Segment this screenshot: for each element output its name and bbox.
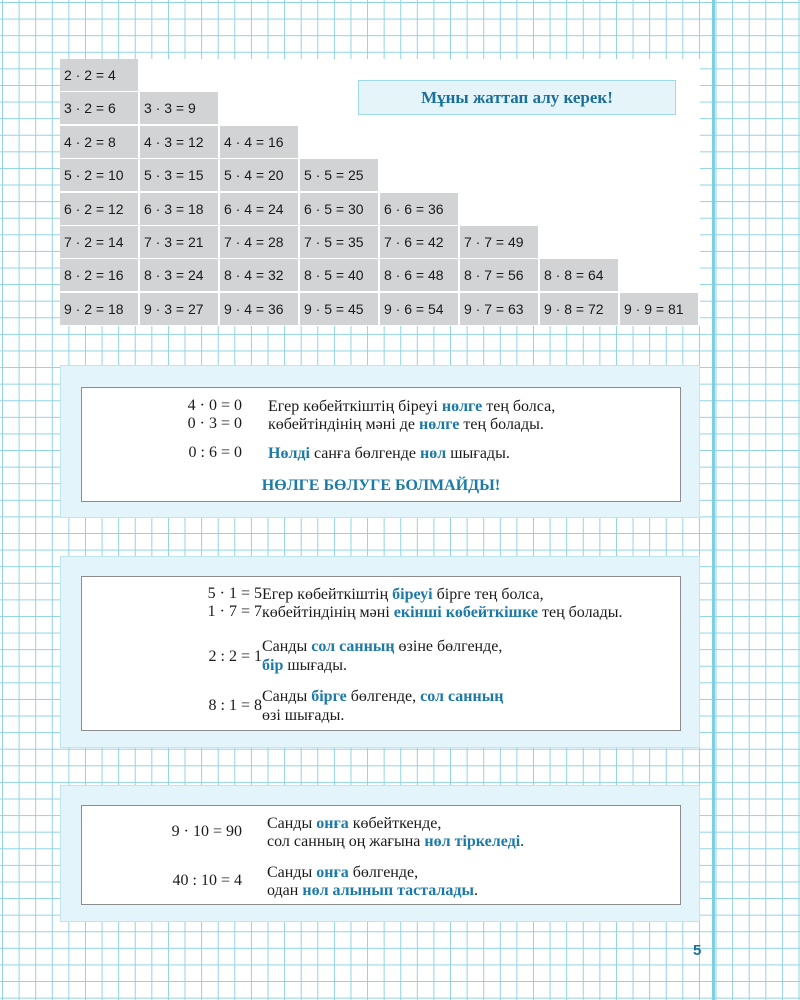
- multiplication-fact: 8 · 3 = 24: [140, 259, 218, 291]
- multiplication-fact: 7 · 6 = 42: [380, 226, 458, 258]
- multiplication-fact: 6 · 6 = 36: [380, 193, 458, 225]
- equation: 40 : 10 = 4: [172, 872, 242, 889]
- equation: 2 : 2 = 1: [208, 648, 262, 665]
- multiplication-fact: 8 · 2 = 16: [60, 259, 138, 291]
- multiplication-fact: 8 · 5 = 40: [300, 259, 378, 291]
- multiplication-fact: 8 · 4 = 32: [220, 259, 298, 291]
- multiplication-fact: 5 · 2 = 10: [60, 159, 138, 191]
- equation: 1 · 7 = 7: [207, 603, 262, 620]
- equation: 5 · 1 = 5: [207, 585, 262, 602]
- rule-text: көбейтіндінің мәні де нөлге тең болады.: [268, 416, 544, 433]
- multiplication-fact: 7 · 5 = 35: [300, 226, 378, 258]
- zero-rules-panel: [60, 365, 700, 518]
- multiplication-fact: 2 · 2 = 4: [60, 59, 138, 91]
- equation: 0 : 6 = 0: [188, 444, 242, 461]
- multiplication-fact: 5 · 3 = 15: [140, 159, 218, 191]
- rule-text: бір шығады.: [262, 657, 347, 674]
- multiplication-fact: 7 · 2 = 14: [60, 226, 138, 258]
- multiplication-fact: 6 · 4 = 24: [220, 193, 298, 225]
- multiplication-fact: 9 · 5 = 45: [300, 293, 378, 325]
- rule-text: көбейтіндінің мәні екінші көбейткішке тең болады.: [262, 604, 623, 621]
- multiplication-fact: 9 · 9 = 81: [620, 293, 698, 325]
- rule-text: Санды бірге бөлгенде, сол санның: [262, 688, 504, 705]
- multiplication-fact: 8 · 7 = 56: [460, 259, 538, 291]
- multiplication-fact: 9 · 2 = 18: [60, 293, 138, 325]
- rule-text: сол санның оң жағына нөл тіркеледі.: [267, 833, 525, 850]
- multiplication-fact: 9 · 4 = 36: [220, 293, 298, 325]
- multiplication-fact: 5 · 5 = 25: [300, 159, 378, 191]
- multiplication-fact: 4 · 2 = 8: [60, 126, 138, 158]
- rule-text: одан нөл алынып тасталады.: [267, 882, 478, 899]
- one-rules-box: [81, 576, 681, 731]
- division-by-zero-warning: НӨЛГЕ БӨЛУГЕ БОЛМАЙДЫ!: [261, 477, 501, 494]
- memorize-note: Мұны жаттап алу керек!: [358, 80, 676, 115]
- equation: 0 · 3 = 0: [187, 415, 242, 432]
- multiplication-fact: 9 · 7 = 63: [460, 293, 538, 325]
- multiplication-fact: 9 · 3 = 27: [140, 293, 218, 325]
- multiplication-fact: 7 · 4 = 28: [220, 226, 298, 258]
- rule-text: Санды сол санның өзіне бөлгенде,: [262, 638, 503, 655]
- rule-text: Санды онға көбейткенде,: [267, 815, 442, 832]
- multiplication-fact: 7 · 7 = 49: [460, 226, 538, 258]
- one-rules-panel: [60, 556, 700, 748]
- equation: 4 · 0 = 0: [187, 397, 242, 414]
- rule-text: Нөлді санға бөлгенде нөл шығады.: [268, 445, 510, 462]
- multiplication-fact: 9 · 6 = 54: [380, 293, 458, 325]
- multiplication-fact: 3 · 3 = 9: [140, 92, 218, 124]
- rule-text: Егер көбейткіштің біреуі бірге тең болса,: [262, 586, 544, 603]
- multiplication-fact: 6 · 3 = 18: [140, 193, 218, 225]
- equation: 9 · 10 = 90: [171, 823, 242, 840]
- multiplication-fact: 9 · 8 = 72: [540, 293, 618, 325]
- multiplication-fact: 8 · 6 = 48: [380, 259, 458, 291]
- multiplication-fact: 5 · 4 = 20: [220, 159, 298, 191]
- ten-rules-box: [81, 805, 681, 905]
- rule-text: Санды онға бөлгенде,: [267, 864, 419, 881]
- ten-rules-panel: [60, 785, 700, 922]
- multiplication-fact: 6 · 5 = 30: [300, 193, 378, 225]
- rule-text: Егер көбейткіштің біреуі нөлге тең болса,: [268, 398, 556, 415]
- multiplication-fact: 4 · 3 = 12: [140, 126, 218, 158]
- multiplication-fact: 4 · 4 = 16: [220, 126, 298, 158]
- page-margin-line: [712, 0, 715, 1000]
- zero-rules-box: [81, 387, 681, 502]
- multiplication-fact: 3 · 2 = 6: [60, 92, 138, 124]
- multiplication-fact: 7 · 3 = 21: [140, 226, 218, 258]
- equation: 8 : 1 = 8: [208, 697, 262, 714]
- multiplication-fact: 8 · 8 = 64: [540, 259, 618, 291]
- page-number: 5: [693, 942, 702, 959]
- rule-text: өзі шығады.: [262, 707, 345, 724]
- multiplication-fact: 6 · 2 = 12: [60, 193, 138, 225]
